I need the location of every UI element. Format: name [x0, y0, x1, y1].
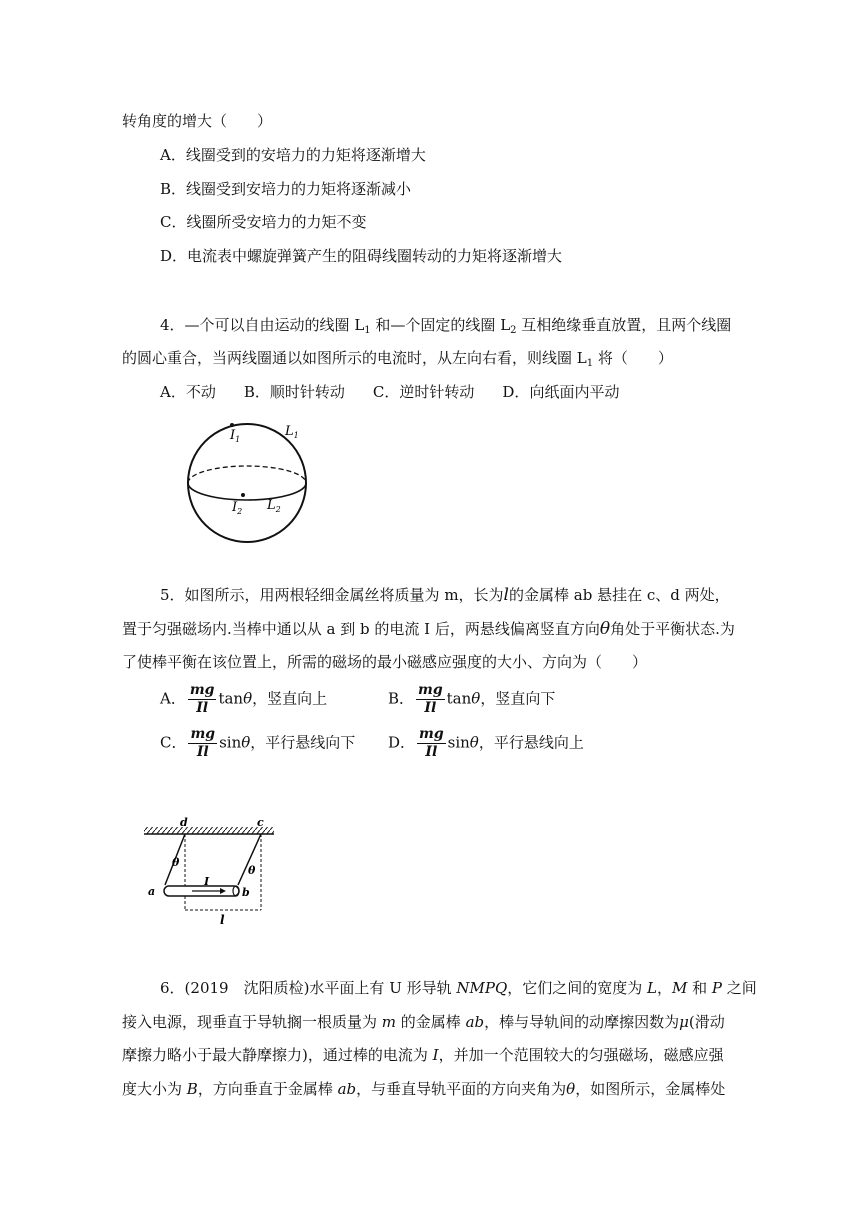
coils-figure — [185, 415, 320, 550]
q4-option-c: C．逆时针转动 — [372, 383, 475, 401]
label-l1: $L_1$ — [285, 424, 299, 440]
suspended-rod-figure — [140, 812, 280, 932]
q4-option-a: A．不动 — [160, 383, 216, 401]
q4-stem-line1: 4．—个可以自由运动的线圈 $L_1$ 和—个固定的线圈 $L_2$ 互相绝缘垂直放置，且两个线圈 — [160, 316, 732, 336]
q5-option-d: D． $\frac{mg}{Il}$ sinθ，平行悬线向上 — [388, 726, 584, 760]
q5-option-a: A． $\frac{mg}{Il}$ tanθ，竖直向上 — [160, 682, 328, 716]
theta-right: θ — [248, 864, 256, 877]
label-b: b — [242, 886, 250, 899]
q6-stem-line2: 接入电源，现垂直于导轨搁一根质量为 m 的金属棒 ab，棒与导轨间的动摩擦因数为μ(滑动 — [122, 1013, 725, 1031]
label-length: l — [220, 913, 225, 927]
q4-stem-line2: 的圆心重合，当两线圈通以如图所示的电流时，从左向右看，则线圈 $L_1$ 将（ ） — [122, 349, 673, 369]
q3-stem-tail: 转角度的增大（ ） — [122, 112, 273, 130]
coil-l2-front-arc — [188, 483, 306, 500]
coil-l2-back-arc — [188, 466, 306, 483]
q3-option-d: D．电流表中螺旋弹簧产生的阻碍线圈转动的力矩将逐渐增大 — [160, 247, 563, 265]
q6-stem-line4: 度大小为 B，方向垂直于金属棒 ab，与垂直导轨平面的方向夹角为θ，如图所示，金属棒处 — [122, 1080, 726, 1098]
current-i1-dot — [230, 423, 234, 427]
coil-l1-circle — [188, 424, 306, 542]
current-i2-dot — [241, 493, 245, 497]
q5-stem-line3: 了使棒平衡在该位置上，所需的磁场的最小磁感应强度的大小、方向为（ ） — [122, 653, 648, 671]
label-l2: $L_2$ — [267, 498, 281, 514]
theta-left: θ — [172, 856, 180, 869]
q5-stem-line2: 置于匀强磁场内.当棒中通以从 a 到 b 的电流 I 后，两悬线偏离竖直方向θ角处于平衡状态.为 — [122, 619, 735, 639]
q5-option-b: B． $\frac{mg}{Il}$ tanθ，竖直向下 — [388, 682, 556, 716]
label-i1: $I_1$ — [230, 428, 241, 444]
q4-option-b: B．顺时针转动 — [243, 383, 345, 401]
ceiling-hatch — [144, 827, 274, 834]
label-a: a — [148, 885, 156, 898]
fraction-mg-il: $\frac{mg}{Il}$ — [419, 726, 444, 760]
label-c: c — [257, 816, 264, 829]
q3-option-c: C．线圈所受安培力的力矩不变 — [160, 213, 367, 231]
q4-option-d: D．向纸面内平动 — [502, 383, 620, 401]
q4-options — [160, 382, 619, 402]
fraction-mg-il: $\frac{mg}{Il}$ — [189, 682, 215, 716]
wire-c — [238, 834, 261, 885]
q3-option-a: A．线圈受到的安培力的力矩将逐渐增大 — [160, 146, 426, 164]
label-current: I — [204, 875, 210, 888]
label-i2: $I_2$ — [232, 500, 243, 516]
label-d: d — [180, 816, 188, 829]
q5-stem-line1: 5．如图所示，用两根轻细金属丝将质量为 m，长为l的金属棒 ab 悬挂在 c、d 两处， — [160, 585, 730, 605]
fraction-mg-il: $\frac{mg}{Il}$ — [190, 726, 216, 760]
q3-option-b: B．线圈受到安培力的力矩将逐渐减小 — [160, 180, 412, 198]
q6-stem-line1: 6．(2019 沈阳质检)水平面上有 U 形导轨 NMPQ，它们之间的宽度为 L，M 和 P 之间 — [160, 979, 757, 997]
q5-option-c: C． $\frac{mg}{Il}$ sinθ，平行悬线向下 — [160, 726, 356, 760]
fraction-mg-il: $\frac{mg}{Il}$ — [418, 682, 443, 716]
q6-stem-line3: 摩擦力略小于最大静摩擦力)，通过棒的电流为 I，并加一个范围较大的匀强磁场，磁感应强 — [122, 1046, 724, 1064]
